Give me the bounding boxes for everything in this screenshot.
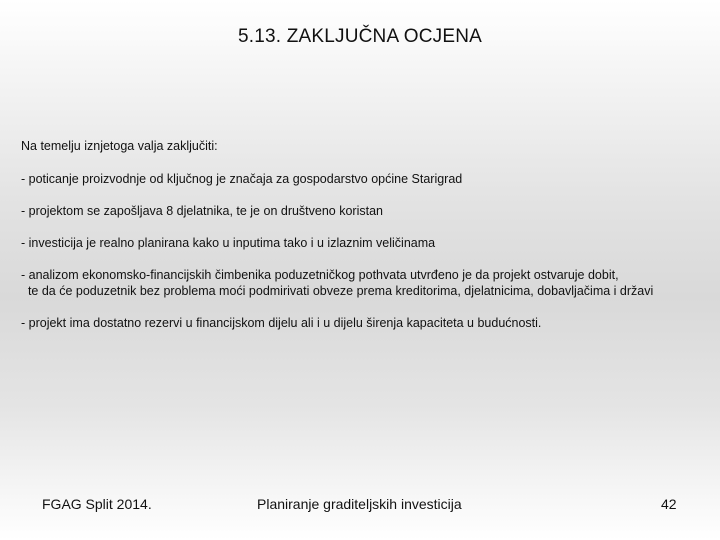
bullet-item-group xyxy=(21,267,691,299)
bullet-item: - projektom se zapošljava 8 djelatnika, te je on društveno koristan xyxy=(21,204,383,218)
footer-left: FGAG Split 2014. xyxy=(42,496,152,512)
slide-title: 5.13. ZAKLJUČNA OCJENA xyxy=(237,26,483,47)
page-number: 42 xyxy=(661,496,677,512)
bullet-item: - analizom ekonomsko-financijskih čimbenika poduzetničkog pothvata utvrđeno je da projekt ostvaruje dobit, xyxy=(21,268,619,282)
bullet-item: - projekt ima dostatno rezervi u financijskom dijelu ali i u dijelu širenja kapaciteta u budućnosti. xyxy=(21,316,542,330)
bullet-item: - investicija je realno planirana kako u inputima tako i u izlaznim veličinama xyxy=(21,236,436,250)
bullet-item: - poticanje proizvodnje od ključnog je značaja za gospodarstvo općine Starigrad xyxy=(21,172,463,186)
footer-center: Planiranje graditeljskih investicija xyxy=(257,496,462,512)
bullet-continuation: te da će poduzetnik bez problema moći podmirivati obveze prema kreditorima, djelatnicima, dobavljačima i državi xyxy=(21,284,654,298)
slide-body xyxy=(21,138,691,347)
intro-text: Na temelju iznjetoga valja zaključiti: xyxy=(21,139,218,153)
